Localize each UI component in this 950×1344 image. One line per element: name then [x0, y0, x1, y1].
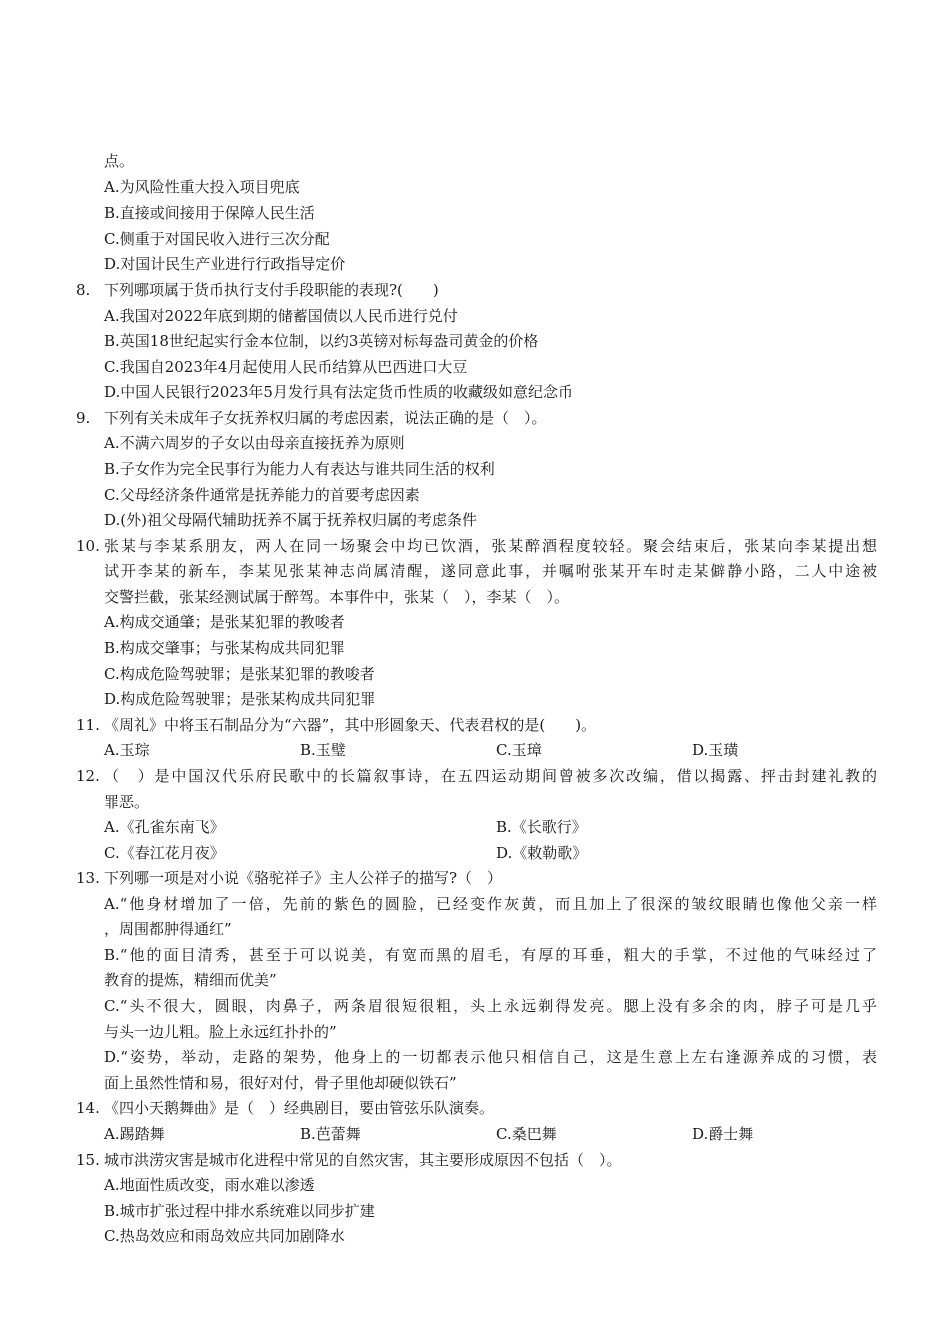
- option-c: C.侧重于对国民收入进行三次分配: [104, 230, 330, 248]
- question-stem-line: （ ）是中国汉代乐府民歌中的长篇叙事诗，在五四运动期间曾被多次改编，借以揭露、抨击封建礼教的: [104, 767, 877, 785]
- question-stem: 城市洪涝灾害是城市化进程中常见的自然灾害，其主要形成原因不包括（ ）。: [104, 1151, 622, 1169]
- option-b: B.英国18世纪起实行金本位制，以约3英镑对标每盎司黄金的价格: [104, 332, 539, 350]
- option-b-line: 教育的提炼，精细而优美”: [104, 971, 277, 989]
- option-d: D.玉璜: [692, 741, 739, 759]
- option-a-line: ，周围都肿得通红”: [104, 920, 232, 938]
- question-number: 8.: [76, 281, 91, 299]
- question-number: 11.: [76, 716, 100, 734]
- option-d: D.(外)祖父母隔代辅助抚养不属于抚养权归属的考虑条件: [104, 511, 477, 529]
- option-a: A.为风险性重大投入项目兜底: [104, 178, 300, 196]
- question-stem-line: 罪恶。: [104, 793, 150, 811]
- option-a: A.踢踏舞: [104, 1125, 165, 1143]
- option-b: B.《长歌行》: [496, 818, 587, 836]
- option-d: D.《敕勒歌》: [496, 844, 588, 862]
- option-a: A.不满六周岁的子女以由母亲直接抚养为原则: [104, 434, 405, 452]
- question-number: 12.: [76, 767, 100, 785]
- question-stem: 下列哪项属于货币执行支付手段职能的表现?( ): [104, 281, 439, 299]
- question-number: 15.: [76, 1151, 100, 1169]
- option-c: C.父母经济条件通常是抚养能力的首要考虑因素: [104, 486, 420, 504]
- option-a: A.构成交通肇；是张某犯罪的教唆者: [104, 613, 345, 631]
- question-stem-line: 交警拦截，张某经测试属于醉驾。本事件中，张某（ ），李某（ ）。: [104, 588, 570, 606]
- option-d-line: D.“姿势，举动，走路的架势，他身上的一切都表示他只相信自己，这是生意上左右逢源养成的习惯，表: [104, 1048, 877, 1066]
- option-c-line: C.“头不很大，圆眼，肉鼻子，两条眉很短很粗，头上永远剃得发亮。腮上没有多余的肉，脖子可是几乎: [104, 997, 877, 1015]
- option-c: C.构成危险驾驶罪；是张某犯罪的教唆者: [104, 665, 375, 683]
- option-d: D.构成危险驾驶罪；是张某构成共同犯罪: [104, 690, 376, 708]
- option-c-line: 与头一边儿粗。脸上永远红扑扑的”: [104, 1023, 337, 1041]
- question-stem-line: 试开李某的新车，李某见张某神志尚属清醒，遂同意此事，并嘱咐张某开车时走某僻静小路，二人中途被: [104, 562, 877, 580]
- option-a: A.我国对2022年底到期的储蓄国债以人民币进行兑付: [104, 307, 458, 325]
- question-number: 10.: [76, 537, 100, 555]
- option-b: B.玉璧: [300, 741, 346, 759]
- question-stem: 《四小天鹅舞曲》是（ ）经典剧目，要由管弦乐队演奏。: [104, 1099, 495, 1117]
- question-stem: 《周礼》中将玉石制品分为“六器”，其中形圆象天、代表君权的是( )。: [104, 716, 597, 734]
- option-c: C.桑巴舞: [496, 1125, 557, 1143]
- option-b: B.芭蕾舞: [300, 1125, 361, 1143]
- option-c: C.我国自2023年4月起使用人民币结算从巴西进口大豆: [104, 358, 468, 376]
- question-number: 9.: [76, 409, 91, 427]
- option-c: C.玉璋: [496, 741, 542, 759]
- question-stem: 下列有关未成年子女抚养权归属的考虑因素，说法正确的是（ ）。: [104, 409, 547, 427]
- option-c: C.热岛效应和雨岛效应共同加剧降水: [104, 1227, 345, 1245]
- option-d: D.爵士舞: [692, 1125, 754, 1143]
- option-d: D.对国计民生产业进行行政指导定价: [104, 255, 346, 273]
- option-a: A.地面性质改变，雨水难以渗透: [104, 1176, 315, 1194]
- option-a: A.《孔雀东南飞》: [104, 818, 225, 836]
- option-b: B.构成交肇事；与张某构成共同犯罪: [104, 639, 345, 657]
- question-number: 13.: [76, 869, 100, 887]
- question-number: 14.: [76, 1099, 100, 1117]
- question-stem-line: 张某与李某系朋友，两人在同一场聚会中均已饮酒，张某醉酒程度较轻。聚会结束后，张某向李某提出想: [104, 537, 877, 555]
- question-stem: 下列哪一项是对小说《骆驼祥子》主人公祥子的描写?（ ）: [104, 869, 503, 887]
- option-d-line: 面上虽然性情和易，很好对付，骨子里他却硬似铁石”: [104, 1074, 457, 1092]
- option-c: C.《春江花月夜》: [104, 844, 225, 862]
- option-a-line: A.“他身材增加了一倍，先前的紫色的圆脸，已经变作灰黄，而且加上了很深的皱纹眼睛也像他父亲一样: [104, 895, 877, 913]
- option-d: D.中国人民银行2023年5月发行具有法定货币性质的收藏级如意纪念币: [104, 383, 573, 401]
- option-b: B.城市扩张过程中排水系统难以同步扩建: [104, 1202, 375, 1220]
- question-continuation: 点。: [104, 152, 135, 170]
- option-b: B.子女作为完全民事行为能力人有表达与谁共同生活的权利: [104, 460, 495, 478]
- option-a: A.玉琮: [104, 741, 150, 759]
- option-b: B.直接或间接用于保障人民生活: [104, 204, 315, 222]
- option-b-line: B.“他的面目清秀，甚至于可以说美，有宽而黑的眉毛，有厚的耳垂，粗大的手掌，不过他的气味经过了: [104, 946, 877, 964]
